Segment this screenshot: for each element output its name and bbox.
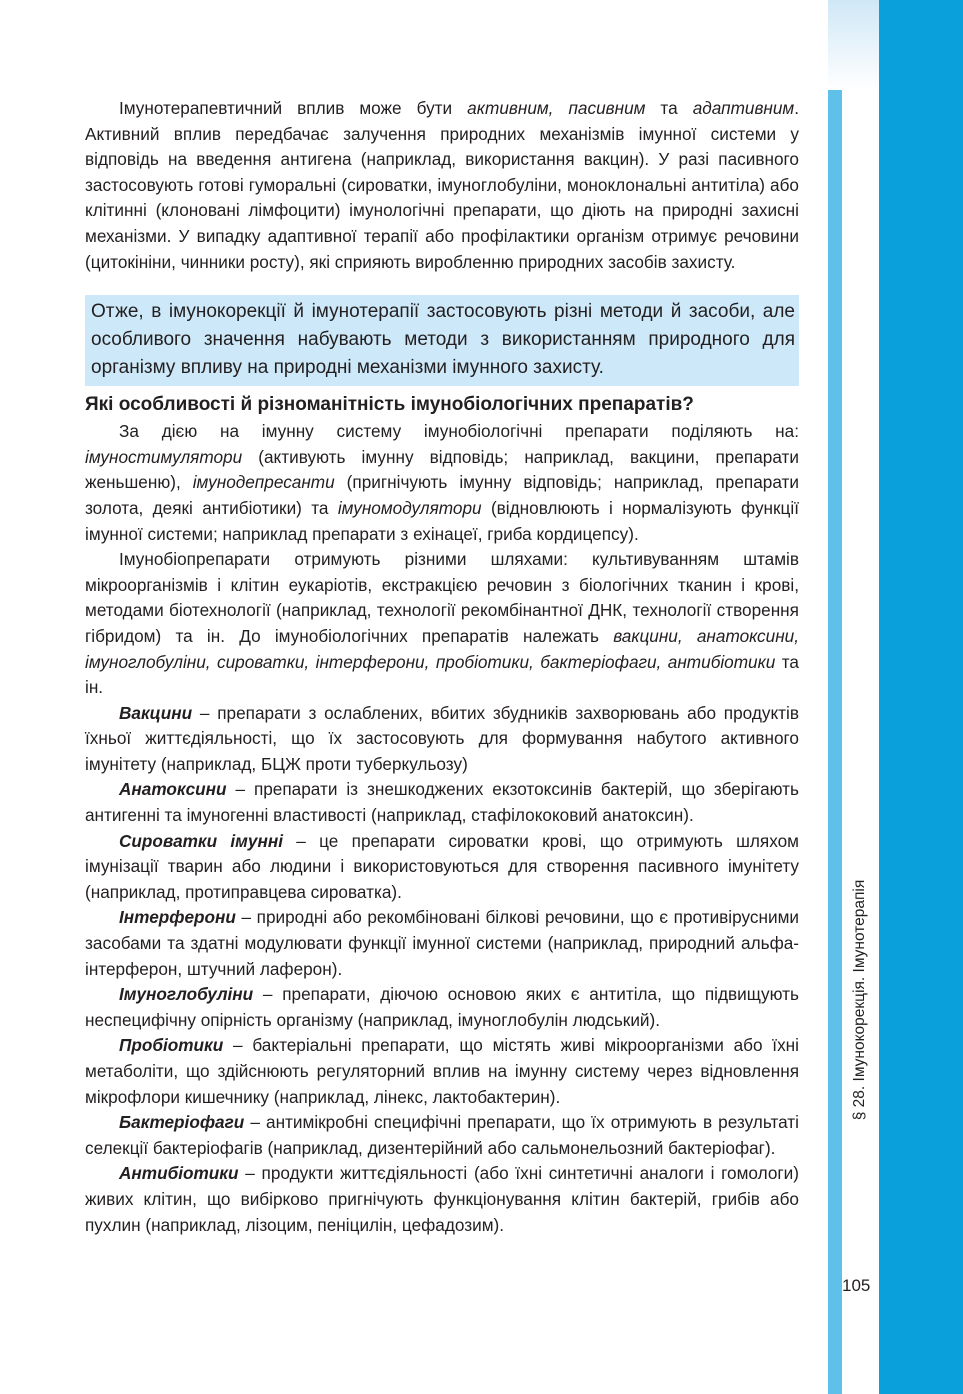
classification-paragraph xyxy=(85,419,799,547)
classification-text-4: (відновлюють і нормалізують функції імунної системи; наприклад препарати з ехінацеї, гриба кордицепсу). xyxy=(85,497,799,544)
margin-stripe-light xyxy=(828,0,842,1394)
classification-emphasis-1: імуностимулятори xyxy=(85,446,243,467)
classification-emphasis-2: імунодепресанти xyxy=(192,472,335,493)
sources-paragraph xyxy=(85,547,799,701)
sources-tail: та ін. xyxy=(85,651,799,698)
intro-text-2: та xyxy=(645,98,693,118)
definition-term: Імуноглобуліни xyxy=(119,984,254,1005)
definition-bacteriophages xyxy=(85,1110,799,1161)
intro-emphasis-1: активним, пасивним xyxy=(467,98,646,118)
definition-sera xyxy=(85,829,799,906)
definition-term: Інтерферони xyxy=(119,907,236,928)
definition-immunoglobulins xyxy=(85,982,799,1033)
classification-text-2: (активують імунну відповідь; наприклад, вакцини, препарати женьшеню), xyxy=(85,446,799,493)
definition-text: – препарати з ослаблених, вбитих збудників захворювань або продуктів їхньої життєдіяльності, що їх застосовують для формування набутого активного імунітету (наприклад, БЦЖ проти туберкульозу) xyxy=(85,702,799,774)
definition-text: – бактеріальні препарати, що містять живі мікроорганізми або їхні метаболіти, що здійснюють регуляторний вплив на імунну систему через відновлення мікрофлори кишечнику (наприклад, лінекс, лактобактерин). xyxy=(85,1035,799,1107)
definition-antibiotics xyxy=(85,1161,799,1238)
definition-vaccines xyxy=(85,701,799,778)
intro-emphasis-2: адаптивним xyxy=(692,98,795,118)
running-head: § 28. Імунокорекція. Імунотерапія xyxy=(851,879,868,1121)
definition-text: – препарати, діючою основою яких є антитіла, що підвищують неспецифічну опірність організму (наприклад, імуноглобулін людський). xyxy=(85,984,799,1030)
definition-term: Анатоксини xyxy=(119,779,227,800)
margin-band xyxy=(879,0,963,1394)
sources-text: Імунобіопрепарати отримують різними шляхами: культивуванням штамів мікроорганізмів і клітин еукаріотів, екстракцією речовин з біологічних тканин і крові, методами біотехнології (наприклад, технології рекомбінантної ДНК, технології створення гібридом) та ін. До імунобіологічних препаратів належать xyxy=(85,549,799,646)
definition-text: – препарати із знешкоджених екзотоксинів бактерій, що зберігають антигенні та імуногенні властивості (наприклад, стафілококовий анатоксин). xyxy=(85,779,799,826)
intro-text-1: Імунотерапевтичний вплив може бути xyxy=(119,98,468,118)
page-body xyxy=(85,96,799,1238)
classification-text-1: За дією на імунну систему імунобіологічні препарати поділяють на: xyxy=(119,421,799,442)
definition-text: – природні або рекомбіновані білкові речовини, що є противірусними засобами та здатні модулювати функції імунної системи (наприклад, природний альфа-інтерферон, штучний лаферон). xyxy=(85,907,799,979)
definition-text: – антимікробні специфічні препарати, що їх отримують в результаті селекції бактеріофагів (наприклад, дизентерійний або сальмонельозний бактеріофаг). xyxy=(85,1112,799,1158)
definition-term: Бактеріофаги xyxy=(119,1112,245,1133)
section-heading: Які особливості й різноманітність імунобіологічних препаратів? xyxy=(85,394,694,416)
definition-term: Пробіотики xyxy=(119,1035,224,1056)
definition-text: – це препарати сироватки крові, що отримують шляхом імунізації тварин або людини і використовуються для створення пасивного імунітету (наприклад, протиправцева сироватка). xyxy=(85,830,799,902)
definition-anatoxins xyxy=(85,777,799,828)
margin-stripe-fade xyxy=(828,0,879,90)
definition-text: – продукти життєдіяльності (або їхні синтетичні аналоги і гомологи) живих клітин, що вибірково пригнічують функціонування клітин бактерій, грибів або пухлин (наприклад, лізоцим, пеніцилін, цефадозим). xyxy=(85,1163,799,1235)
definition-term: Антибіотики xyxy=(119,1163,239,1184)
intro-text-3: . Активний вплив передбачає залучення природних механізмів імунної системи у відповідь на введення антигена (наприклад, використання вакцин). У разі пасивного застосовують готові гуморальні (сироватки, імуноглобуліни, моноклональні антитіла) або клітинні (клоновані лімфоцити) імунологічні препарати, що діють на природні захисні механізми. У випадку адаптивної терапії або профілактики організм отримує речовини (цитокініни, чинники росту), які сприяють виробленню природних засобів захисту. xyxy=(85,98,799,272)
sources-list: вакцини, анатоксини, імуноглобуліни, сироватки, інтерферони, пробіотики, бактеріофаги, антибіотики xyxy=(85,625,799,672)
classification-text-3: (пригнічують імунну відповідь; наприклад, препарати золота, деякі антибіотики) та xyxy=(85,472,799,518)
definition-term: Сироватки імунні xyxy=(119,830,283,851)
page-number: 105 xyxy=(842,1276,871,1295)
summary-box: Отже, в імунокорекції й імунотерапії застосовують різні методи й засоби, але особливого значення набувають методи з використанням природного для організму впливу на природні механізми імунного захисту. xyxy=(85,295,799,386)
margin-stripe xyxy=(842,0,879,1394)
definition-interferons xyxy=(85,905,799,982)
definition-term: Вакцини xyxy=(119,702,193,723)
intro-paragraph xyxy=(85,96,799,275)
classification-emphasis-3: імуномодулятори xyxy=(337,497,482,518)
definition-probiotics xyxy=(85,1033,799,1110)
